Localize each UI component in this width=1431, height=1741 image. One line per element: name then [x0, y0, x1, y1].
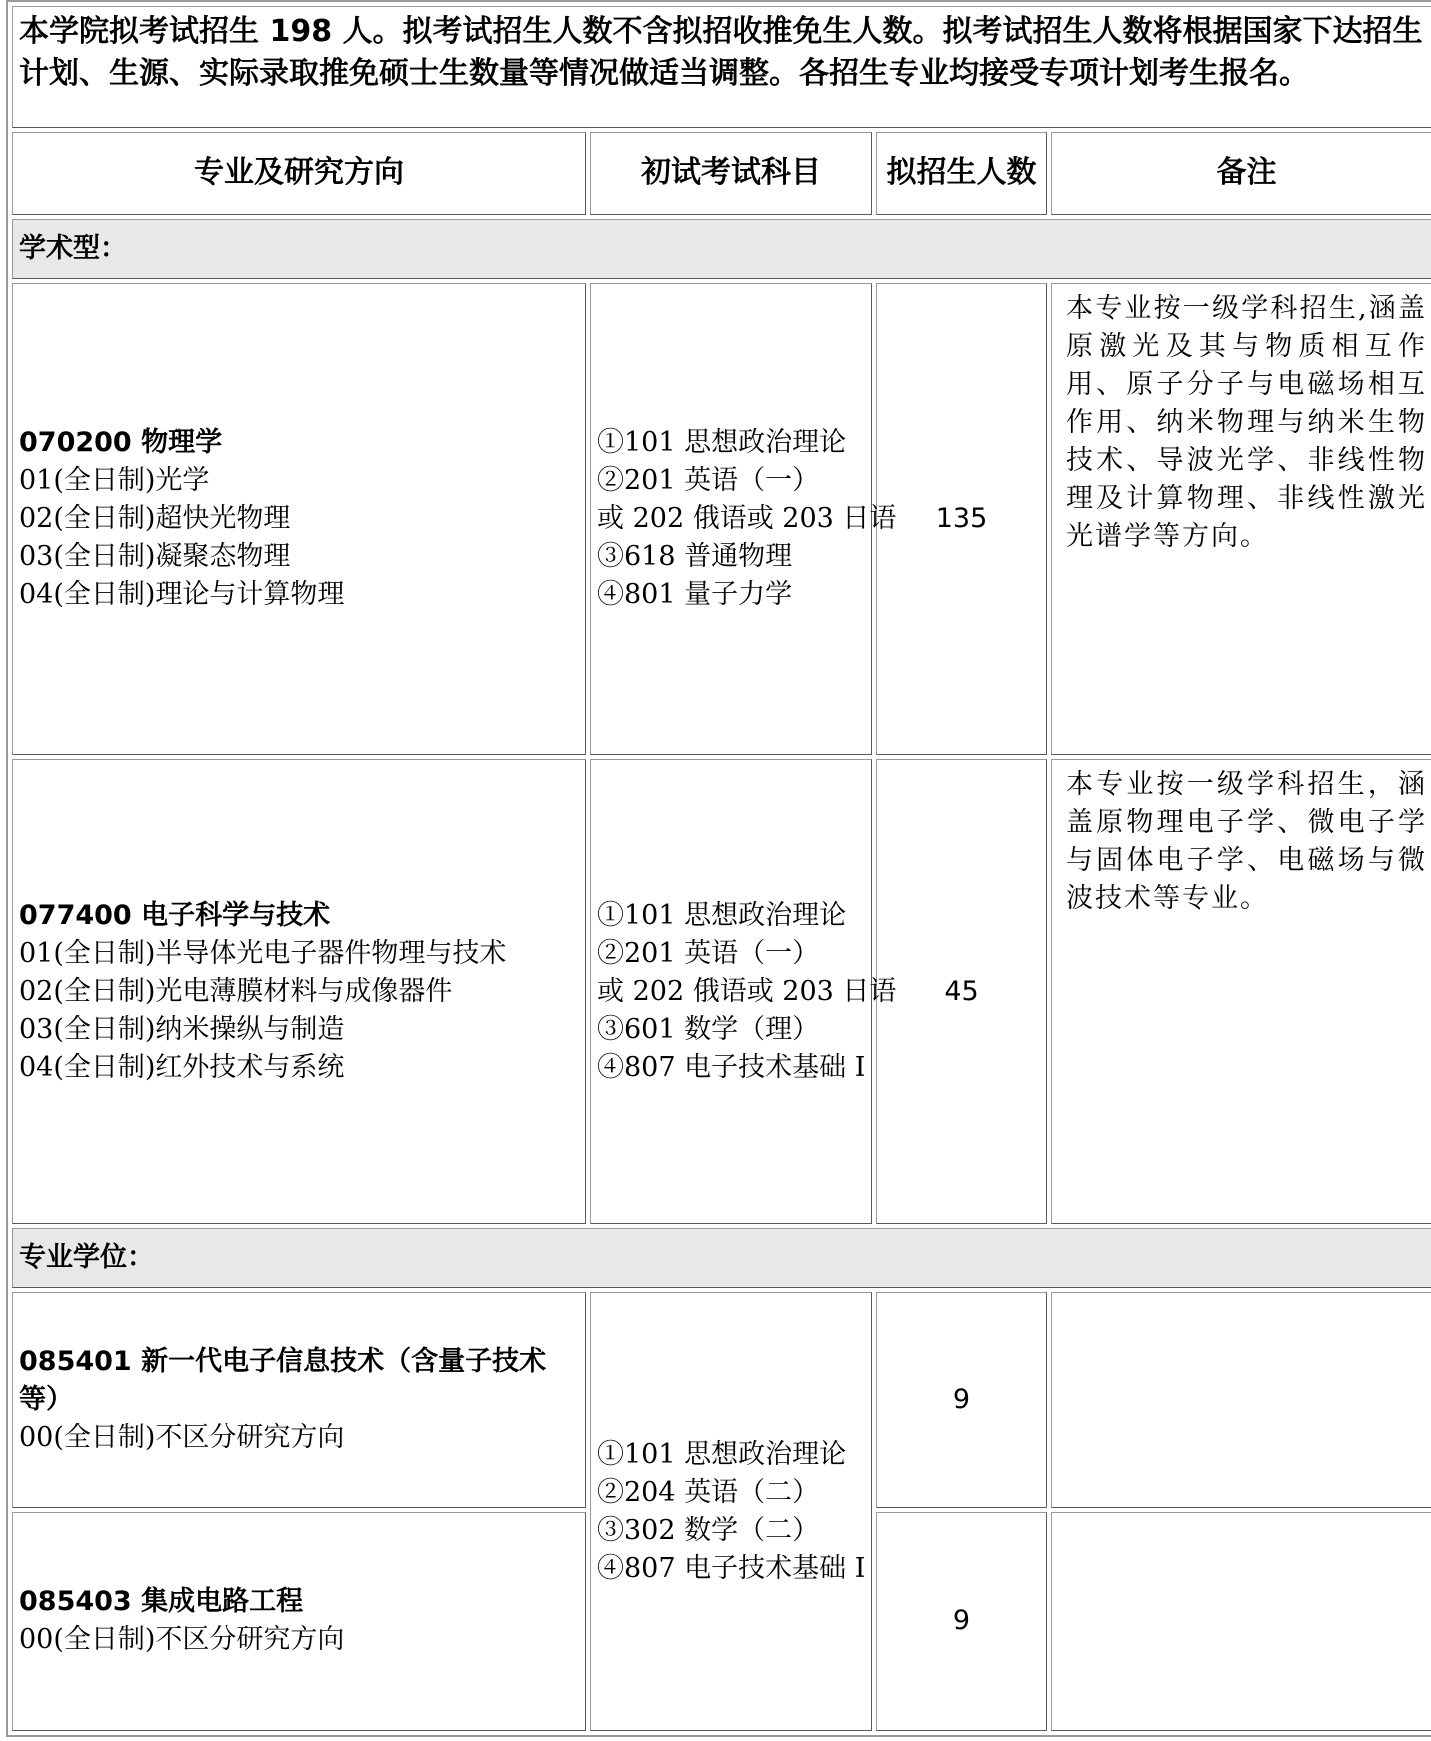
- remark-cell: 本专业按一级学科招生，涵盖原物理电子学、微电子学与固体电子学、电磁场与微波技术等专业。: [1051, 759, 1431, 1225]
- major-title: 085401 新一代电子信息技术（含量子技术等）: [19, 1345, 547, 1415]
- exam-item: ③302 数学（二）: [597, 1514, 820, 1546]
- direction-item: 00(全日制)不区分研究方向: [19, 1421, 345, 1453]
- exam-item: 或 202 俄语或 203 日语: [597, 502, 897, 534]
- exam-item: ②201 英语（一）: [597, 937, 820, 969]
- major-cell: [12, 1512, 586, 1731]
- exam-item: ①101 思想政治理论: [597, 426, 847, 458]
- direction-item: 04(全日制)红外技术与系统: [19, 1051, 345, 1083]
- exam-cell: [590, 283, 897, 755]
- exam-cell: [590, 759, 897, 1225]
- quota-cell: 9: [876, 1292, 1047, 1507]
- direction-item: 01(全日制)半导体光电子器件物理与技术: [19, 937, 507, 969]
- exam-item: ④801 量子力学: [597, 578, 793, 610]
- exam-item: ②204 英语（二）: [597, 1476, 820, 1508]
- direction-item: 01(全日制)光学: [19, 464, 210, 496]
- direction-item: 03(全日制)凝聚态物理: [19, 540, 291, 572]
- major-cell: [12, 283, 586, 755]
- exam-item: ③601 数学（理）: [597, 1013, 820, 1045]
- admissions-table: [6, 0, 1431, 1737]
- remark-cell: [1051, 1292, 1431, 1507]
- header-quota: 拟招生人数: [876, 132, 1047, 215]
- major-cell: [12, 1292, 586, 1507]
- exam-item: 或 202 俄语或 203 日语: [597, 975, 897, 1007]
- quota-cell: 9: [876, 1512, 1047, 1731]
- direction-item: 02(全日制)光电薄膜材料与成像器件: [19, 975, 453, 1007]
- exam-item: ③618 普通物理: [597, 540, 793, 572]
- exam-item: ①101 思想政治理论: [597, 899, 847, 931]
- remark-cell: 本专业按一级学科招生,涵盖原激光及其与物质相互作用、原子分子与电磁场相互作用、纳米物理与纳米生物技术、导波光学、非线性物理及计算物理、非线性激光光谱学等方向。: [1051, 283, 1431, 755]
- header-major: 专业及研究方向: [12, 132, 586, 215]
- direction-item: 00(全日制)不区分研究方向: [19, 1624, 345, 1656]
- quota-cell: 135: [876, 283, 1047, 755]
- section-academic: 学术型：: [12, 219, 1431, 279]
- intro-text: 本学院拟考试招生 198 人。拟考试招生人数不含拟招收推免生人数。拟考试招生人数将根据国家下达招生计划、生源、实际录取推免硕士生数量等情况做适当调整。各招生专业均接受专项计划考生报名。: [12, 6, 1431, 128]
- exam-item: ①101 思想政治理论: [597, 1438, 847, 1470]
- exam-item: ④807 电子技术基础 I: [597, 1051, 866, 1083]
- exam-item: ④807 电子技术基础 I: [597, 1552, 866, 1584]
- admissions-document: [6, 0, 1428, 1737]
- exam-cell: [590, 1292, 872, 1731]
- major-title: 077400 电子科学与技术: [19, 899, 331, 931]
- direction-item: 02(全日制)超快光物理: [19, 502, 291, 534]
- major-cell: [12, 759, 586, 1225]
- header-exam: 初试考试科目: [590, 132, 872, 215]
- section-professional: 专业学位：: [12, 1228, 1431, 1288]
- direction-item: 04(全日制)理论与计算物理: [19, 578, 345, 610]
- major-title: 070200 物理学: [19, 426, 223, 458]
- exam-item: ②201 英语（一）: [597, 464, 820, 496]
- direction-item: 03(全日制)纳米操纵与制造: [19, 1013, 345, 1045]
- header-remark: 备注: [1051, 132, 1431, 215]
- major-title: 085403 集成电路工程: [19, 1586, 304, 1618]
- remark-cell: [1051, 1512, 1431, 1731]
- quota-cell: 45: [876, 759, 1047, 1225]
